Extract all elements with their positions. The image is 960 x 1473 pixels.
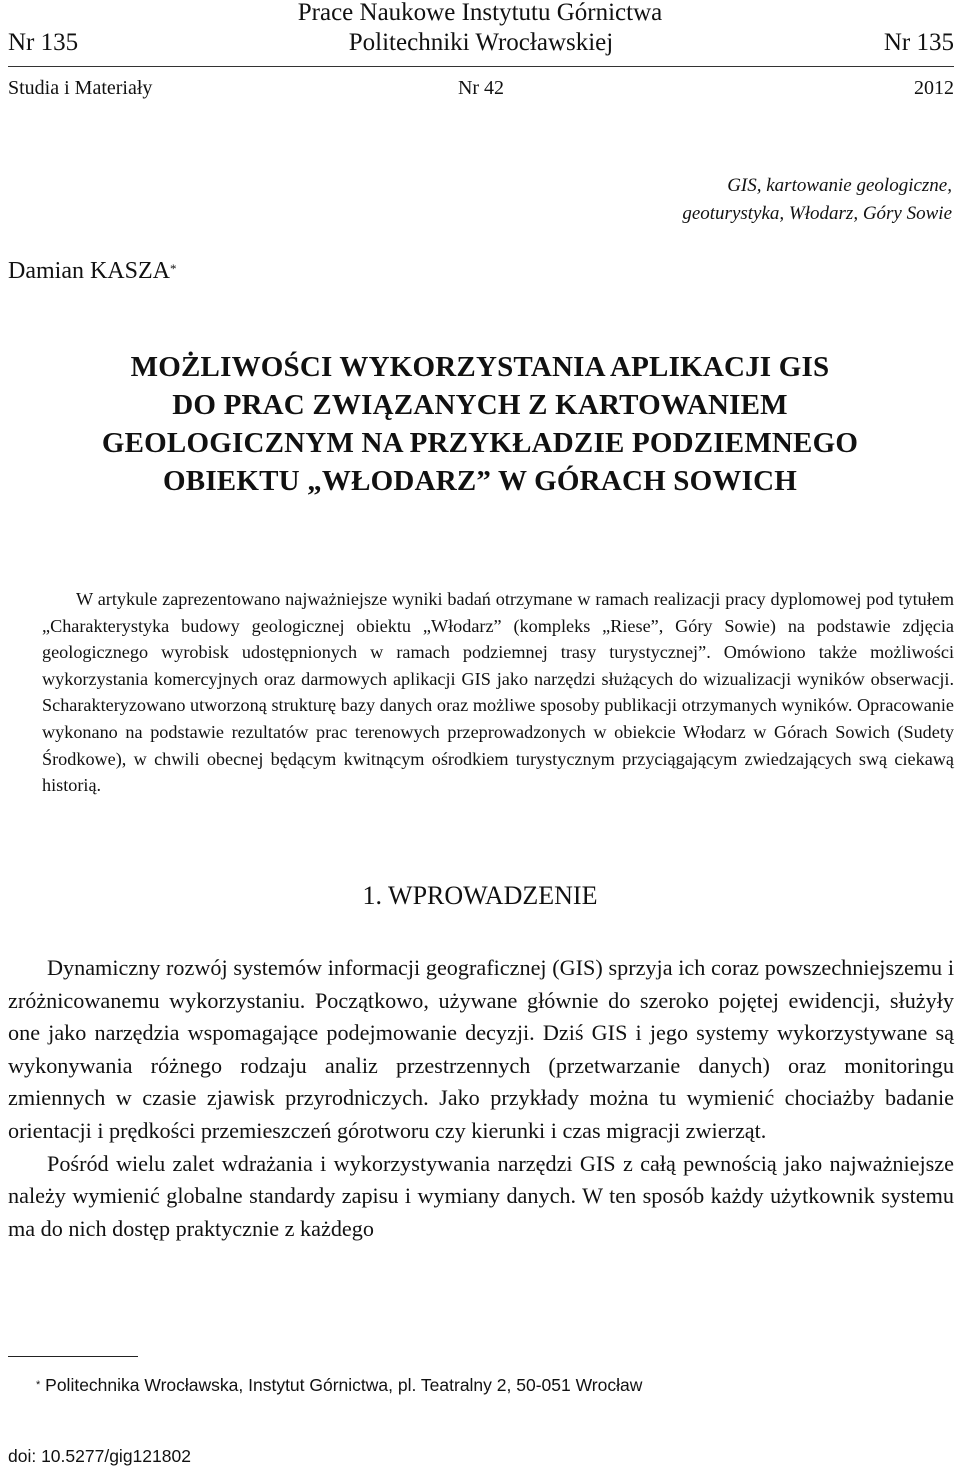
body-text — [8, 952, 954, 1245]
doi: doi: 10.5277/gig121802 — [8, 1446, 191, 1466]
footnote-mark: * — [36, 1379, 41, 1391]
issue-number-left: Nr 135 — [8, 29, 79, 56]
issue-number-right: Nr 135 — [883, 29, 954, 56]
series-issue: Nr 42 — [457, 77, 505, 99]
journal-header-row — [8, 27, 954, 59]
author-footnote-mark: * — [169, 261, 177, 276]
body-paragraph-1: Dynamiczny rozwój systemów informacji geograficznej (GIS) sprzyja ich coraz powszechniejszemu i zróżnicowanemu wykorzystaniu. Początkowo, używane głównie do szeroko pojętej ewidencji, służyły one jako narzędzia wspomagające podejmowanie decyzji. Dziś GIS i jego systemy wykorzystywane są wykonywania różnego rodzaju analiz przestrzennych (przetwarzanie danych) oraz monitoringu zmiennych w czasie zjawisk przyrodniczych. Jako przykłady można tu wymienić chociażby badanie orientacji i prędkości przemieszczeń górotworu czy kierunki i czas migracji zwierząt. — [8, 955, 954, 1143]
abstract-text: W artykule zaprezentowano najważniejsze wyniki badań otrzymane w ramach realizacji pracy dyplomowej pod tytułem „Charakterystyka budowy geologicznej obiektu „Włodarz” (kompleks „Riese”, Góry Sowie) na podstawie zdjęcia geologicznego wyrobisk udostępnionych w ramach podziemnej trasy turystycznej”. Omówiono także możliwości wykorzystania komercyjnych oraz darmowych aplikacji GIS jako narzędzi służących do wizualizacji wyników obserwacji. Scharakteryzowano utworzoną strukturę bazy danych oraz możliwe sposoby publikacji otrzymanych wyników. Opracowanie wykonano na podstawie rezultatów prac terenowych przeprowadzonych w obiekcie Włodarz w Górach Sowich (Sudety Środkowe), w chwili obecnej będącym kwitnącym ośrodkiem turystycznym przyciągającym zwiedzających swą ciekawą historią. — [42, 589, 954, 796]
journal-title-line1: Prace Naukowe Instytutu Górnictwa — [297, 0, 663, 26]
keywords-line1: GIS, kartowanie geologiczne, — [727, 175, 952, 196]
header-divider — [8, 66, 954, 67]
body-paragraph-2: Pośród wielu zalet wdrażania i wykorzystywania narzędzi GIS z całą pewnością jako najważniejsze należy wymienić globalne standardy zapisu i wymiany danych. W ten sposób każdy użytkownik systemu ma do nich dostęp praktycznie z każdego — [8, 1150, 954, 1241]
footnote — [36, 1372, 642, 1398]
title-line3: GEOLOGICZNYM NA PRZYKŁADZIE PODZIEMNEGO — [101, 427, 859, 459]
publication-year: 2012 — [914, 77, 954, 99]
title-line4: OBIEKTU „WŁODARZ” W GÓRACH SOWICH — [163, 465, 797, 497]
footnote-text: Politechnika Wrocławska, Instytut Górnictwa, pl. Teatralny 2, 50-051 Wrocław — [45, 1375, 643, 1395]
article-title — [0, 348, 960, 500]
footnote-divider — [8, 1356, 138, 1357]
title-line1: MOŻLIWOŚCI WYKORZYSTANIA APLIKACJI GIS — [130, 351, 830, 383]
keywords-line2: geoturystyka, Włodarz, Góry Sowie — [682, 203, 952, 224]
section-heading: 1. WPROWADZENIE — [362, 881, 598, 910]
title-line2: DO PRAC ZWIĄZANYCH Z KARTOWANIEM — [172, 389, 788, 421]
author — [8, 256, 176, 286]
author-name: Damian KASZA — [8, 258, 170, 284]
abstract — [42, 586, 954, 799]
journal-title-line2: Politechniki Wrocławskiej — [348, 29, 614, 56]
series-row — [8, 74, 954, 102]
series-name: Studia i Materiały — [8, 77, 153, 99]
keywords — [432, 172, 952, 228]
